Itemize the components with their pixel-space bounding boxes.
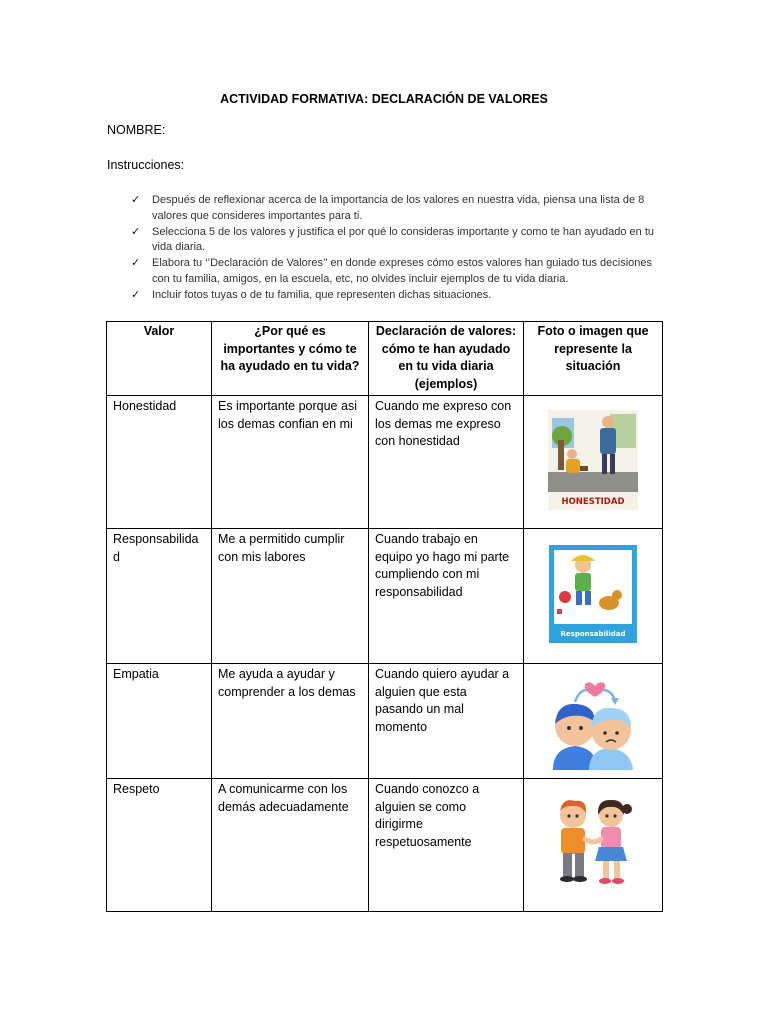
instrucciones-label: Instrucciones: <box>107 158 185 172</box>
table-row <box>107 664 663 779</box>
header-foto: Foto o imagen que represente la situación <box>524 322 663 396</box>
cell-image <box>524 779 663 912</box>
table-row <box>107 529 663 664</box>
table-header-row <box>107 322 663 396</box>
checkmark-icon: ✓ <box>131 225 141 238</box>
cell-image <box>524 664 663 779</box>
cell-porque: Me a permitido cumplir con mis labores <box>212 529 369 664</box>
instruction-item: ✓ Después de reflexionar acerca de la importancia de los valores en nuestra vida, piensa una lista de 8 valores que consideres importantes para ti. <box>131 194 645 222</box>
respect-illustration <box>547 795 639 893</box>
instruction-item: ✓ Selecciona 5 de los valores y justifica el por qué lo consideras importante y como te han ayudado en tu vida diaria. <box>131 225 655 254</box>
document-title: ACTIVIDAD FORMATIVA: DECLARACIÓN DE VALORES <box>220 92 548 106</box>
values-table <box>106 321 663 912</box>
checkmark-icon: ✓ <box>131 288 141 301</box>
cell-declaracion: Cuando me expreso con los demas me expreso con honestidad <box>369 396 524 529</box>
table-row <box>107 396 663 529</box>
instruction-item: ✓ Elabora tu ‘’Declaración de Valores’’ en donde expreses cómo estos valores han guiado tus decisiones con tu familia, amigos, en la escuela, etc, no olvides incluir ejemplos de tu vida diaria. <box>131 257 652 285</box>
empathy-illustration <box>545 678 641 770</box>
cell-valor: Empatia <box>107 664 212 779</box>
cell-valor: Honestidad <box>107 396 212 529</box>
cell-porque: Es importante porque asi los demas confian en mi <box>212 396 369 529</box>
nombre-label: NOMBRE: <box>107 123 166 137</box>
cell-declaracion: Cuando conozco a alguien se como dirigirme respetuosamente <box>369 779 524 912</box>
cell-image <box>524 529 663 664</box>
cell-porque: Me ayuda a ayudar y comprender a los demas <box>212 664 369 779</box>
instructions-list <box>131 193 666 304</box>
instruction-item: ✓ Incluir fotos tuyas o de tu familia, que representen dichas situaciones. <box>131 288 666 304</box>
checkmark-icon: ✓ <box>131 194 141 206</box>
header-declaracion: Declaración de valores: cómo te han ayudado en tu vida diaria (ejemplos) <box>369 322 524 396</box>
honesty-illustration <box>548 410 638 510</box>
header-porque: ¿Por qué es importantes y cómo te ha ayudado en tu vida? <box>212 322 369 396</box>
cell-porque: A comunicarme con los demás adecuadamente <box>212 779 369 912</box>
table-row <box>107 779 663 912</box>
svg-text:Responsabilidad: Responsabilidad <box>560 630 626 638</box>
responsibility-illustration <box>549 545 637 643</box>
cell-valor: Respeto <box>107 779 212 912</box>
header-valor: Valor <box>107 322 212 396</box>
cell-declaracion: Cuando trabajo en equipo yo hago mi parte cumpliendo con mi responsabilidad <box>369 529 524 664</box>
svg-text:HONESTIDAD: HONESTIDAD <box>561 497 625 507</box>
cell-declaracion: Cuando quiero ayudar a alguien que esta pasando un mal momento <box>369 664 524 779</box>
cell-image <box>524 396 663 529</box>
checkmark-icon: ✓ <box>131 257 141 270</box>
cell-valor: Responsabilidad <box>107 529 212 664</box>
